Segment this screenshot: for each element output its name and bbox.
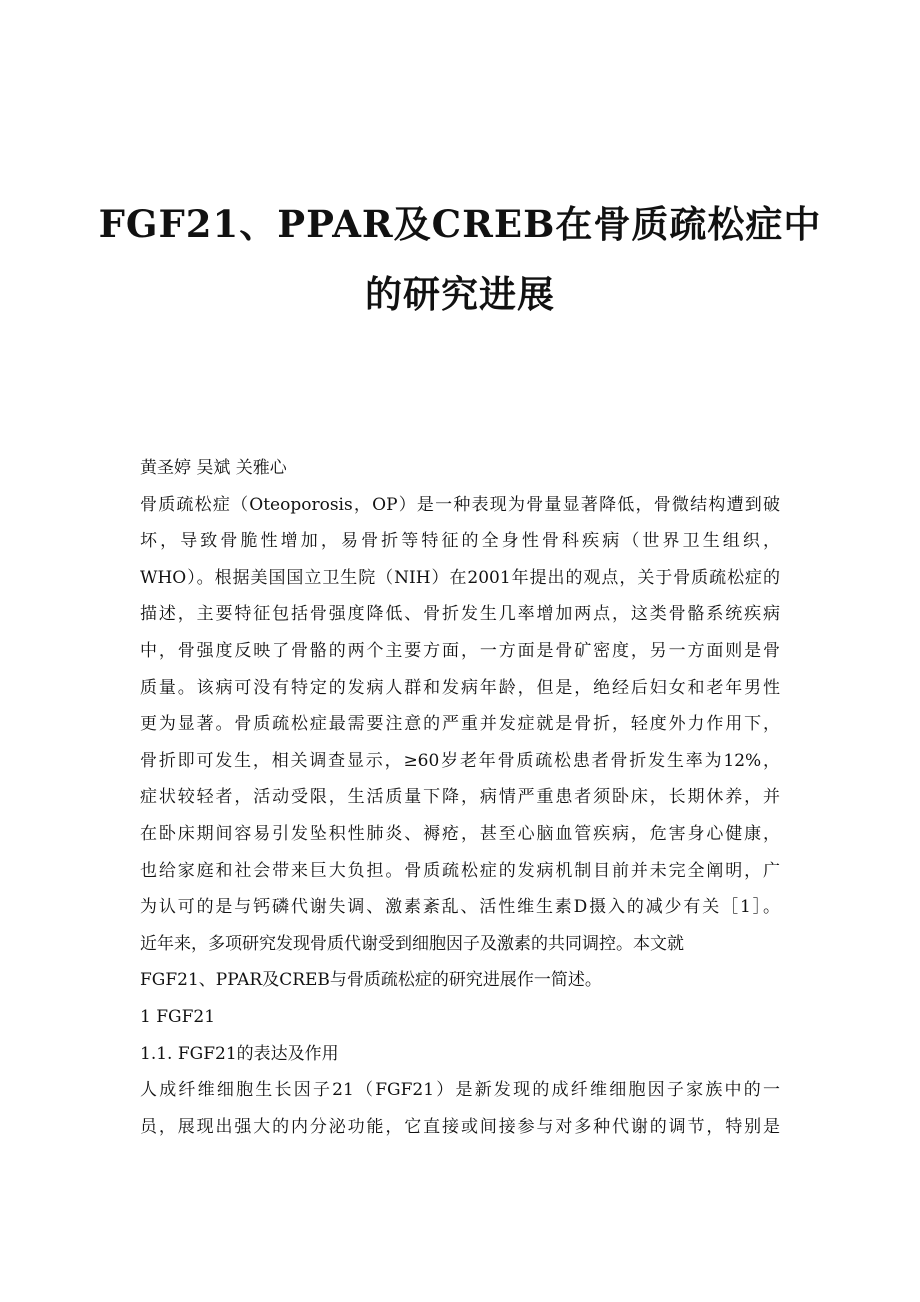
paragraph-line: 描述，主要特征包括骨强度降低、骨折发生几率增加两点，这类骨骼系统疾病 — [140, 604, 780, 625]
paragraph-line: 近年来，多项研究发现骨质代谢受到细胞因子及激素的共同调控。本文就 — [140, 933, 684, 954]
paragraph-line: 更为显著。骨质疏松症最需要注意的严重并发症就是骨折，轻度外力作用下， — [140, 714, 780, 735]
document-title-line-1: FGF21、PPAR及CREB在骨质疏松症中 — [98, 202, 822, 246]
paragraph-line: 中，骨强度反映了骨骼的两个主要方面，一方面是骨矿密度，另一方面则是骨 — [140, 640, 780, 661]
paragraph-line: 员，展现出强大的内分泌功能，它直接或间接参与对多种代谢的调节，特别是 — [140, 1116, 780, 1137]
paragraph-line: 骨质疏松症（Oteoporosis，OP）是一种表现为骨量显著降低，骨微结构遭到破 — [140, 494, 780, 515]
document-title-line-2: 的研究进展 — [365, 272, 555, 316]
paragraph-line: 坏，导致骨脆性增加，易骨折等特征的全身性骨科疾病（世界卫生组织， — [140, 531, 780, 552]
paragraph-line: WHO）。根据美国国立卫生院（NIH）在2001年提出的观点，关于骨质疏松症的 — [140, 567, 780, 588]
authors: 黄圣婷 吴斌 关雅心 — [140, 458, 287, 478]
section-paragraph — [140, 1072, 780, 1145]
paragraph-line: 也给家庭和社会带来巨大负担。骨质疏松症的发病机制目前并未完全阐明，广 — [140, 860, 780, 881]
paragraph-line: 质量。该病可没有特定的发病人群和发病年龄，但是，绝经后妇女和老年男性 — [140, 677, 780, 698]
paragraph-line: 人成纤维细胞生长因子21（FGF21）是新发现的成纤维细胞因子家族中的一 — [140, 1080, 780, 1101]
document-body — [140, 450, 780, 1145]
paragraph-line: 为认可的是与钙磷代谢失调、激素紊乱、活性维生素D摄入的减少有关［1］。 — [140, 897, 780, 918]
paragraph-line: 在卧床期间容易引发坠积性肺炎、褥疮，甚至心脑血管疾病，危害身心健康， — [140, 823, 780, 844]
paragraph-line: FGF21、PPAR及CREB与骨质疏松症的研究进展作一简述。 — [140, 970, 602, 991]
section-heading: 1 FGF21 — [140, 1006, 216, 1027]
abstract-paragraph — [140, 487, 780, 999]
paragraph-line: 症状较轻者，活动受限，生活质量下降，病情严重患者须卧床，长期休养，并 — [140, 787, 780, 808]
subsection-heading: 1.1. FGF21的表达及作用 — [140, 1043, 339, 1064]
paragraph-line: 骨折即可发生，相关调查显示，≥60岁老年骨质疏松患者骨折发生率为12%， — [140, 750, 780, 771]
